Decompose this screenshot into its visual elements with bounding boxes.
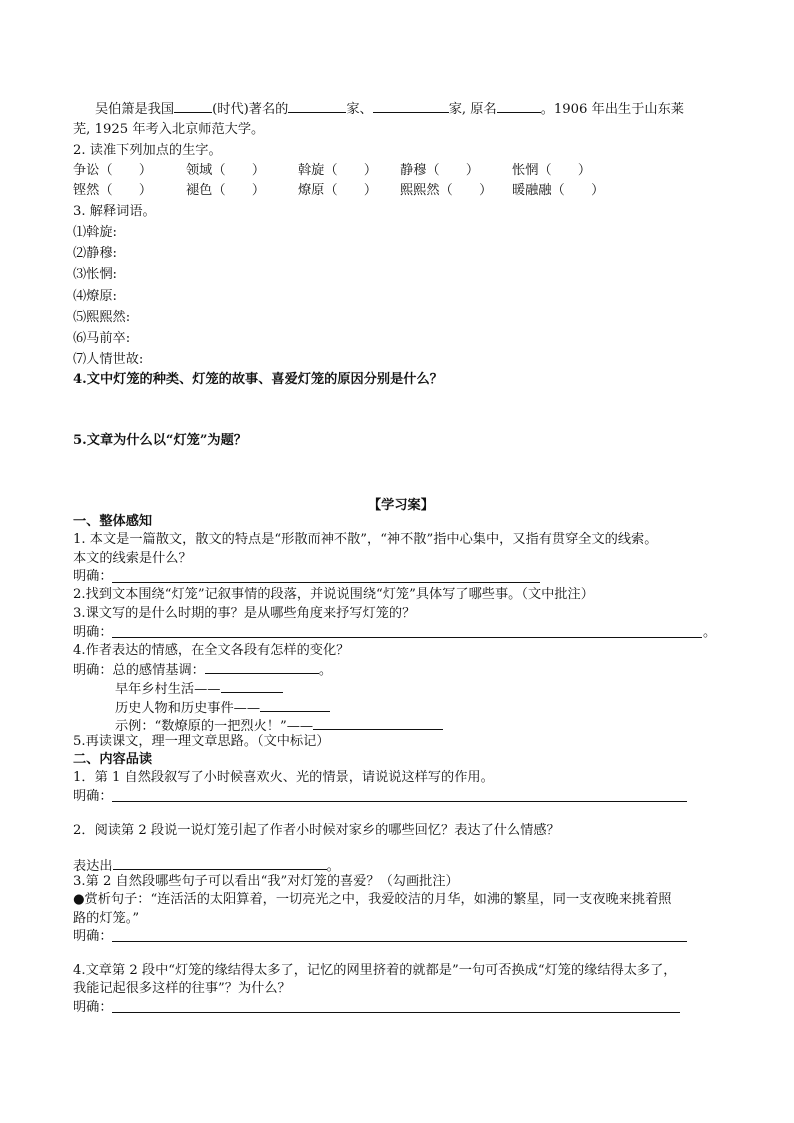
intro-line-1 [95,100,684,119]
answer-label: 明确： [73,625,113,640]
q2-item: 燎原（ ） [298,183,378,198]
answer-label: 明确： [73,569,113,584]
answer-label: 明确： [73,789,113,804]
q2-item: 斡旋（ ） [298,163,378,178]
q2-title: 2. 读准下列加点的生字。 [73,143,222,158]
express-label: 表达出 [73,859,113,874]
s2-q2: 2．阅读第 2 段说一说灯笼引起了作者小时候对家乡的哪些回忆？表达了什么情感？ [73,823,560,838]
emotion-2 [115,699,330,718]
answer-line[interactable] [112,1012,680,1013]
emotion-2-label: 历史人物和历史事件—— [115,701,261,716]
q2-item: 怅惘（ ） [512,163,592,178]
appreciate-line-2: 路的灯笼。” [73,911,140,926]
intro-text-a: 吴伯箫是我国 [95,102,175,117]
blank-emotion-1[interactable] [221,680,283,693]
q2-item: 熙熙然（ ） [400,183,493,198]
s1-q3: 3.课文写的是什么时期的事？是从哪些角度来抒写灯笼的？ [73,606,416,621]
q4: 4.文中灯笼的种类、灯笼的故事、喜爱灯笼的原因分别是什么？ [73,372,443,387]
emotion-3-label: 示例：“数燎原的一把烈火！”—— [115,719,314,734]
answer-period: 。 [326,859,340,874]
answer-label: 明确： [73,1000,113,1015]
q5: 5.文章为什么以“灯笼”为题？ [73,433,247,448]
q3-item: ⑹马前卒: [73,331,131,346]
q3-item: ⑸熙熙然: [73,310,131,325]
answer-line[interactable] [112,941,687,942]
q2-item: 静穆（ ） [400,163,480,178]
q3-item: ⑷燎原: [73,289,118,304]
emotion-1 [115,680,283,699]
intro-text-b: (时代)著名的 [212,102,289,117]
answer-period: 。 [703,625,717,640]
intro-line-2: 芜, 1925 年考入北京师范大学。 [73,122,265,137]
blank-role-1[interactable] [288,100,346,113]
answer-line[interactable] [112,637,702,638]
intro-text-c: 家、 [346,102,373,117]
s2-q3: 3.第 2 自然段哪些句子可以看出“我”对灯笼的喜爱？（勾画批注） [73,874,459,889]
q2-row-1 [73,162,591,180]
s2-q1: 1．第 1 自然段叙写了小时候喜欢火、光的情景，请说说这样写的作用。 [73,770,494,785]
s1-q4: 4.作者表达的情感，在全文各段有怎样的变化？ [73,643,350,658]
s1-q1-line-2: 本文的线索是什么？ [73,551,192,566]
s1-q4-answer-label: 明确：总的感情基调： [73,663,205,678]
q3-title: 3. 解释词语。 [73,204,156,219]
s2-q4-line-1: 4.文章第 2 段中“灯笼的缘结得太多了，记忆的网里挤着的就都是”一句可否换成“灯笼的缘结得太多了， [73,963,677,978]
s1-q2: 2.找到文本围绕“灯笼”记叙事情的段落，并说说围绕“灯笼”具体写了哪些事。（文中批注） [73,587,594,602]
blank-role-2[interactable] [373,100,449,113]
answer-line[interactable] [112,801,687,802]
answer-label: 明确： [73,929,113,944]
answer-period: 。 [318,663,333,678]
q2-row-2 [73,182,604,200]
section-1-title: 一、整体感知 [73,514,153,529]
section-2-title: 二、内容品读 [73,752,153,767]
answer-line[interactable] [112,582,540,583]
q2-item: 褪色（ ） [186,183,266,198]
q3-item: ⑶怅惘: [73,267,118,282]
q3-item: ⑺人情世故: [73,352,144,367]
s1-q4-answer [73,661,332,680]
intro-text-d: 家, 原名 [448,102,497,117]
q2-item: 争讼（ ） [73,163,153,178]
s2-q4-line-2: 我能记起很多这样的往事”？为什么？ [73,981,291,996]
blank-emotion-3[interactable] [313,717,443,730]
blank-express[interactable] [113,857,327,870]
intro-text-e: 。1906 年出生于山东莱 [540,102,684,117]
q2-item: 铿然（ ） [73,183,153,198]
blank-era[interactable] [174,100,212,113]
s1-q1-line-1: 1. 本文是一篇散文，散文的特点是“形散而神不散”，“神不散”指中心集中，又指有贯穿全文的线索。 [73,532,658,547]
q3-item: ⑴斡旋: [73,225,118,240]
s1-q5: 5.再读课文，理一理文章思路。（文中标记） [73,734,330,749]
appreciate-line-1: ●赏析句子：“连活活的太阳算着，一切亮光之中，我爱皎洁的月华，如沸的繁星，同一支夜晚来挑着照 [73,892,672,907]
blank-emotion-2[interactable] [260,699,330,712]
q3-item: ⑵静穆: [73,246,118,261]
emotion-1-label: 早年乡村生活—— [115,682,221,697]
study-heading: 【学习案】 [368,498,434,513]
blank-original-name[interactable] [497,100,541,113]
q2-item: 领域（ ） [186,163,266,178]
blank-tone[interactable] [205,661,319,674]
q2-item: 暖融融（ ） [512,183,605,198]
